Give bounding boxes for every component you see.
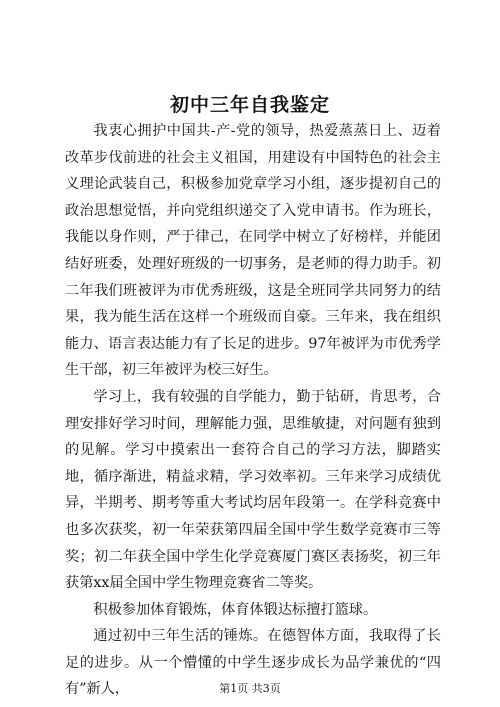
document-body [65,118,441,703]
paragraph-1: 我衷心拥护中国共-产-党的领导，热爱蒸蒸日上、迈着改革步伐前进的社会主义祖国，用建设有中国特色的社会主义理论武装自己，积极参加党章学习小组，逐步提初自己的政治思想觉悟，并向党组织递交了入党申请书。作为班长，我能以身作则，严于律己，在同学中树立了好榜样，并能团结好班委，处理好班级的一切事务，是老师的得力助手。初二年我们班被评为市优秀班级，这是全班同学共同努力的结果，我为能生活在这样一个班级而自豪。三年来，我在组织能力、语言表达能力有了长足的进步。97年被评为市优秀学生干部，初三年被评为校三好生。 [65,123,441,379]
paragraph-3: 积极参加体育锻炼，体育体锻达标擅打篮球。 [93,601,378,618]
paragraph-2: 学习上，我有较强的自学能力，勤于钻研，肯思考，合理安排好学习时间，理解能力强，思维敏捷，对问题有独到的见解。学习中摸索出一套符合自己的学习方法，脚踏实地，循序渐进，精益求精，学习效率初。三年来学习成绩优异，半期考、期考等重大考试均居年段第一。在学科竞赛中也多次获奖，初一年荣获第四届全国中学生数学竞赛市三等奖；初二年获全国中学生化学竞赛厦门赛区表扬奖，初三年获第xx届全国中学生物理竞赛省二等奖。 [65,388,441,592]
paragraph-4: 通过初中三年生活的锤炼。在德智体方面，我取得了长足的进步。从一个懵懂的中学生逐步成长为品学兼优的“四有”新人， [65,628,441,698]
document-title: 初中三年自我鉴定 [169,94,330,116]
page-footer: 第1页 共3页 [219,682,281,695]
